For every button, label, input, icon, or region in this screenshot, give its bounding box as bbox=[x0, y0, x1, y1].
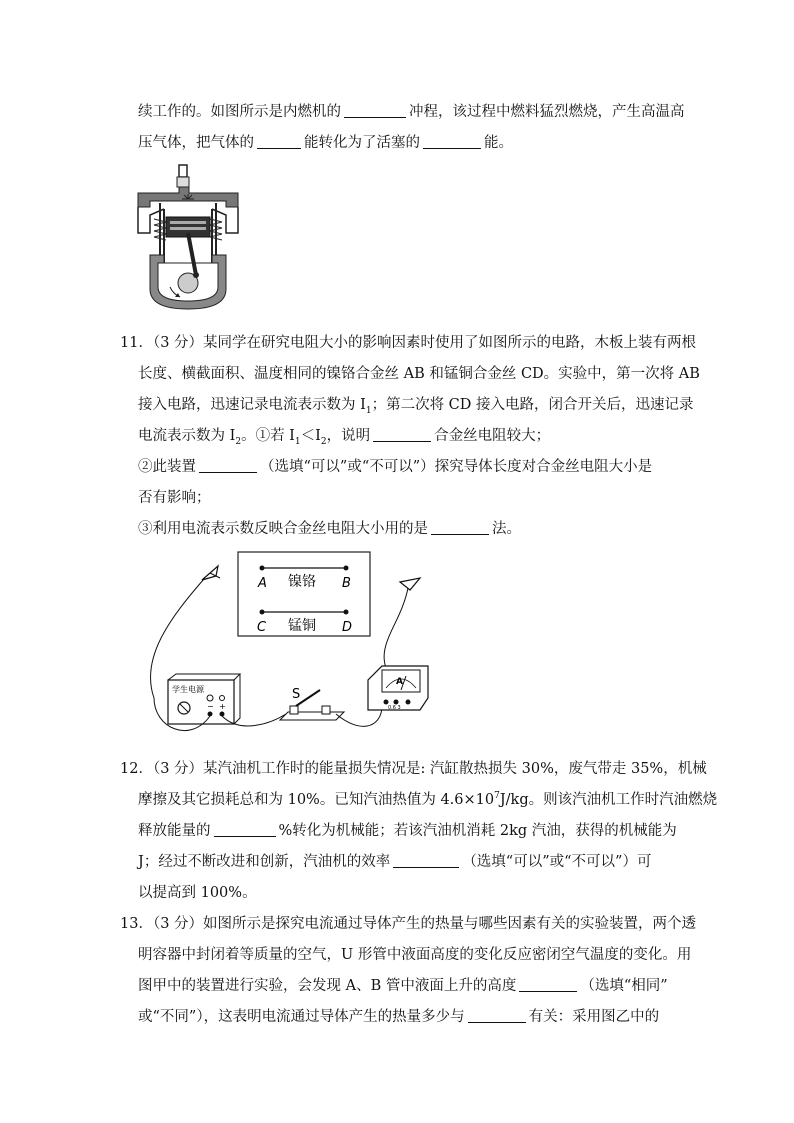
answer-blank[interactable] bbox=[214, 822, 276, 837]
plus-sign: + bbox=[219, 702, 226, 711]
q13-text: 或“不同”），这表明电流通过导体产生的热量多少与 bbox=[138, 1009, 465, 1025]
q13-line-3 bbox=[138, 976, 668, 996]
label-d: D bbox=[342, 620, 353, 635]
q11-line-4 bbox=[138, 426, 550, 446]
q12-text: 释放能量的 bbox=[138, 823, 211, 839]
q11-text: 电流表示数为 I bbox=[138, 428, 236, 444]
engine-diagram bbox=[134, 163, 244, 313]
q12-line-5 bbox=[138, 883, 257, 903]
q10-text: 压气体，把气体的 bbox=[138, 135, 254, 151]
answer-blank[interactable] bbox=[344, 103, 406, 118]
ammeter-terminal bbox=[384, 700, 389, 705]
label-a: A bbox=[258, 576, 267, 591]
switch-post bbox=[322, 706, 330, 714]
answer-blank[interactable] bbox=[468, 1008, 526, 1023]
q13-text: 图甲中的装置进行实验，会发现 A、B 管中液面上升的高度 bbox=[138, 978, 517, 994]
switch-post bbox=[290, 706, 298, 714]
q11-text: 某同学在研究电阻大小的影响因素时使用了如图所示的电路，木板上装有两根 bbox=[203, 335, 697, 351]
q11-text: 法。 bbox=[492, 521, 521, 537]
q13-text: 如图所示是探究电流通过导体产生的热量与哪些因素有关的实验装置，两个透 bbox=[203, 916, 697, 932]
ammeter-terminal bbox=[394, 700, 399, 705]
q12-text: 某汽油机工作时的能量损失情况是: 汽缸散热损失 30%，废气带走 35%，机械 bbox=[203, 761, 707, 777]
terminal-negative bbox=[208, 712, 213, 717]
piston-ring bbox=[170, 227, 206, 230]
subscript: 2 bbox=[235, 436, 242, 447]
q13-line-4 bbox=[138, 1007, 659, 1027]
q13-text: （选填“相同” bbox=[580, 978, 668, 994]
terminal-positive bbox=[220, 712, 225, 717]
label-c: C bbox=[257, 620, 267, 635]
q10-text: 冲程，该过程中燃料猛烈燃烧，产生高温高 bbox=[409, 104, 685, 120]
crank-pin bbox=[193, 272, 199, 278]
subscript: 1 bbox=[365, 405, 372, 416]
q11-text: ③利用电流表示数反映合金丝电阻大小用的是 bbox=[138, 521, 428, 537]
q10-text: 能转化为了活塞的 bbox=[304, 135, 420, 151]
piston-ring bbox=[170, 221, 206, 224]
subscript: 2 bbox=[320, 436, 327, 447]
question-number: 13． bbox=[120, 916, 153, 932]
q11-line-2 bbox=[138, 364, 700, 384]
q11-text: 合金丝电阻较大； bbox=[434, 428, 551, 444]
answer-blank[interactable] bbox=[519, 977, 577, 992]
q12-line-4 bbox=[138, 852, 651, 872]
answer-blank[interactable] bbox=[199, 458, 257, 473]
minus-sign: − bbox=[207, 702, 214, 711]
question-number: 12． bbox=[120, 761, 153, 777]
answer-blank[interactable] bbox=[373, 427, 431, 442]
answer-blank[interactable] bbox=[393, 853, 459, 868]
q12-text: 摩擦及其它损耗总和为 10%。已知汽油热值为 4.6×10 bbox=[138, 792, 495, 808]
q12-text: J/kg。则该汽油机工作时汽油燃烧 bbox=[499, 792, 718, 808]
spark-plug-body bbox=[177, 177, 189, 187]
q13-text: 有关：采用图乙中的 bbox=[528, 1009, 660, 1025]
question-score: （3 分） bbox=[152, 761, 204, 777]
q11-text: ＜I bbox=[300, 428, 321, 444]
q12-text: （选填“可以”或“不可以”）可 bbox=[462, 854, 652, 870]
question-score: （3 分） bbox=[152, 335, 204, 351]
answer-blank[interactable] bbox=[257, 134, 301, 149]
ammeter-symbol: A bbox=[396, 677, 403, 687]
ammeter-terminal bbox=[406, 700, 411, 705]
q10-line-2 bbox=[138, 133, 513, 153]
q11-text: 接入电路，迅速记录电流表示数为 I bbox=[138, 397, 366, 413]
power-supply-label: 学生电源 bbox=[172, 685, 204, 694]
q10-text: 能。 bbox=[484, 135, 513, 151]
q10-line-1 bbox=[138, 102, 685, 122]
q11-text: 长度、横截面积、温度相同的镍铬合金丝 AB 和锰铜合金丝 CD。实验中，第一次将 AB bbox=[138, 366, 700, 382]
clip-icon bbox=[400, 578, 420, 590]
q13-text: 明容器中封闭着等质量的空气，U 形管中液面高度的变化反应密闭空气温度的变化。用 bbox=[138, 947, 692, 963]
q13-line-1 bbox=[120, 914, 696, 934]
q11-text: 。①若 I bbox=[241, 428, 295, 444]
q11-text: ，说明 bbox=[326, 428, 371, 444]
ammeter-range-label: 0.6 3 bbox=[388, 705, 401, 711]
q11-text: （选填“可以”或“不可以”）探究导体长度对合金丝电阻大小是 bbox=[260, 459, 653, 475]
lead-wire bbox=[336, 708, 382, 726]
nichrome-label: 镍铬 bbox=[288, 574, 316, 590]
q12-line-1 bbox=[120, 759, 707, 779]
q12-text: J；经过不断改进和创新，汽油机的效率 bbox=[138, 854, 391, 870]
question-score: （3 分） bbox=[152, 916, 204, 932]
q12-line-2 bbox=[138, 790, 717, 810]
q11-line-1 bbox=[120, 333, 696, 353]
q11-text: 否有影响； bbox=[138, 490, 211, 506]
q11-line-7 bbox=[138, 519, 521, 539]
superscript: 7 bbox=[494, 791, 500, 802]
q10-text: 续工作的。如图所示是内燃机的 bbox=[138, 104, 341, 120]
circuit-diagram bbox=[130, 548, 450, 748]
q12-text: 以提高到 100%。 bbox=[138, 885, 257, 901]
answer-blank[interactable] bbox=[423, 134, 481, 149]
q11-line-3 bbox=[138, 395, 694, 415]
q11-text: ；第二次将 CD 接入电路，闭合开关后，迅速记录 bbox=[371, 397, 694, 413]
q12-text: %转化为机械能；若该汽油机消耗 2kg 汽油，获得的机械能为 bbox=[278, 823, 677, 839]
question-number: 11． bbox=[120, 335, 153, 351]
label-b: B bbox=[342, 576, 351, 591]
q11-line-6 bbox=[138, 488, 211, 508]
subscript: 1 bbox=[294, 436, 301, 447]
switch-label: S bbox=[292, 687, 301, 702]
q11-text: ②此装置 bbox=[138, 459, 196, 475]
manganin-label: 锰铜 bbox=[288, 618, 316, 634]
answer-blank[interactable] bbox=[431, 520, 489, 535]
q13-line-2 bbox=[138, 945, 691, 965]
spark-plug bbox=[179, 165, 187, 177]
q12-line-3 bbox=[138, 821, 677, 841]
q11-line-5 bbox=[138, 457, 652, 477]
